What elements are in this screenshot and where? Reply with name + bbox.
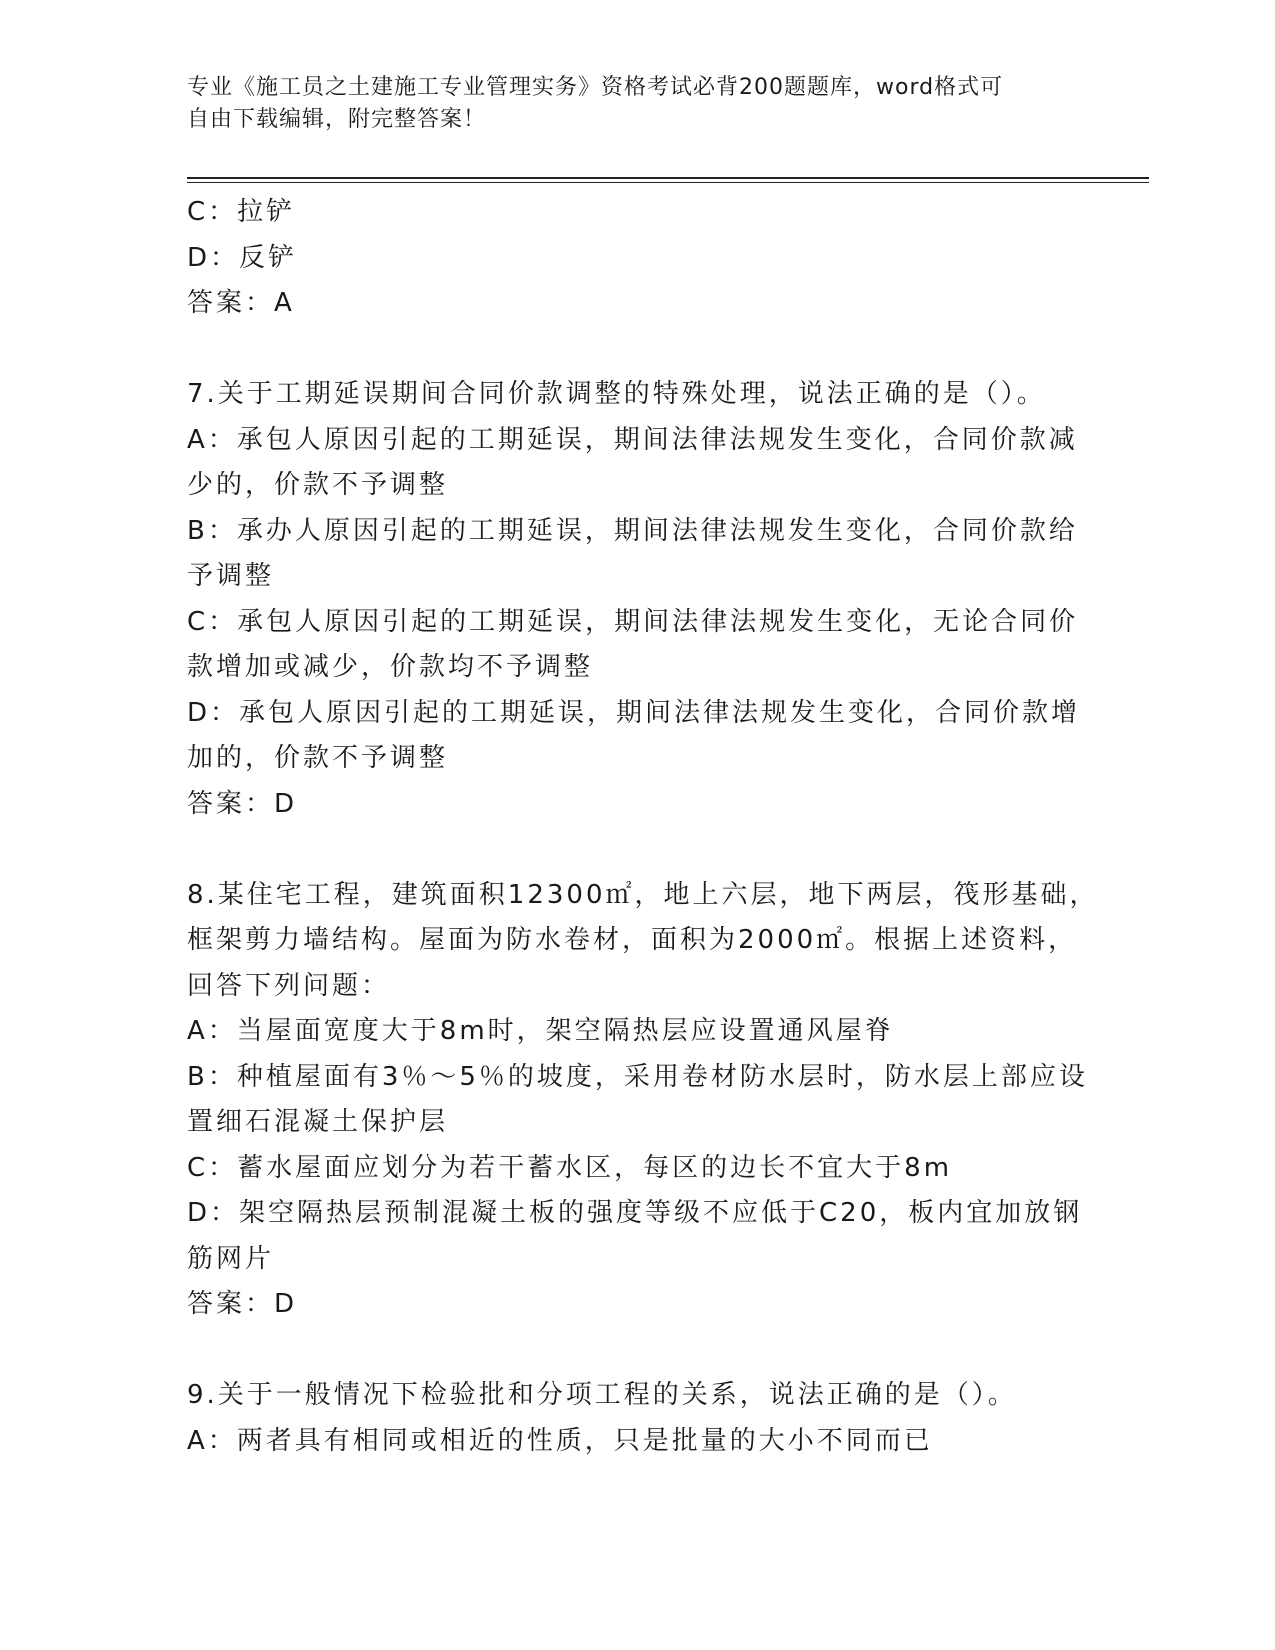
question-7 xyxy=(187,372,1087,827)
option-d-cont: 加的，价款不予调整 xyxy=(187,743,449,773)
spacer xyxy=(187,827,1087,873)
option-b: B：种植屋面有3％～5％的坡度，采用卷材防水层时，防水层上部应设 xyxy=(187,1061,1088,1092)
question-stem: 9.关于一般情况下检验批和分项工程的关系，说法正确的是（）。 xyxy=(187,1380,1017,1410)
question-stem: 7.关于工期延误期间合同价款调整的特殊处理，说法正确的是（）。 xyxy=(187,379,1046,409)
header-line: 自由下载编辑，附完整答案！ xyxy=(187,107,487,132)
answer: 答案：A xyxy=(187,288,295,318)
option-c-cont: 款增加或减少，价款均不予调整 xyxy=(187,652,594,682)
option-a: A：两者具有相同或相近的性质，只是批量的大小不同而已 xyxy=(187,1425,933,1456)
option-d: D：承包人原因引起的工期延误，期间法律法规发生变化，合同价款增 xyxy=(187,697,1081,728)
option-c: C：承包人原因引起的工期延误，期间法律法规发生变化，无论合同价 xyxy=(187,606,1079,637)
spacer xyxy=(187,327,1087,373)
option-a: A：当屋面宽度大于8m时，架空隔热层应设置通风屋脊 xyxy=(187,1016,894,1046)
option-c: C：蓄水屋面应划分为若干蓄水区，每区的边长不宜大于8m xyxy=(187,1152,953,1183)
header-rule-thick xyxy=(187,177,1149,179)
option-d: D：架空隔热层预制混凝土板的强度等级不应低于C20，板内宜加放钢 xyxy=(187,1198,1083,1228)
question-stem: 8.某住宅工程，建筑面积12300㎡，地上六层，地下两层，筏形基础， xyxy=(187,879,1099,910)
option-d: D：反铲 xyxy=(187,242,298,273)
question-9 xyxy=(187,1373,1087,1464)
option-c: C：拉铲 xyxy=(187,197,296,227)
spacer xyxy=(187,1328,1087,1374)
option-b-cont: 置细石混凝土保护层 xyxy=(187,1107,449,1137)
option-d-cont: 筋网片 xyxy=(187,1243,275,1274)
page-header xyxy=(187,72,1087,136)
question-6-tail xyxy=(187,190,1087,327)
option-b-cont: 予调整 xyxy=(187,561,275,591)
question-8 xyxy=(187,873,1099,1328)
header-rule-thin xyxy=(187,182,1149,183)
answer: 答案：D xyxy=(187,1289,298,1319)
answer: 答案：D xyxy=(187,788,298,819)
option-a: A：承包人原因引起的工期延误，期间法律法规发生变化，合同价款减 xyxy=(187,424,1078,455)
header-line: 专业《施工员之土建施工专业管理实务》资格考试必背200题题库，word格式可 xyxy=(187,75,1004,100)
option-a-cont: 少的，价款不予调整 xyxy=(187,470,449,500)
document-body xyxy=(187,190,1099,1464)
option-b: B：承办人原因引起的工期延误，期间法律法规发生变化，合同价款给 xyxy=(187,515,1078,546)
question-stem-cont: 回答下列问题： xyxy=(187,970,391,1001)
question-stem-cont: 框架剪力墙结构。屋面为防水卷材，面积为2000㎡。根据上述资料， xyxy=(187,925,1078,955)
